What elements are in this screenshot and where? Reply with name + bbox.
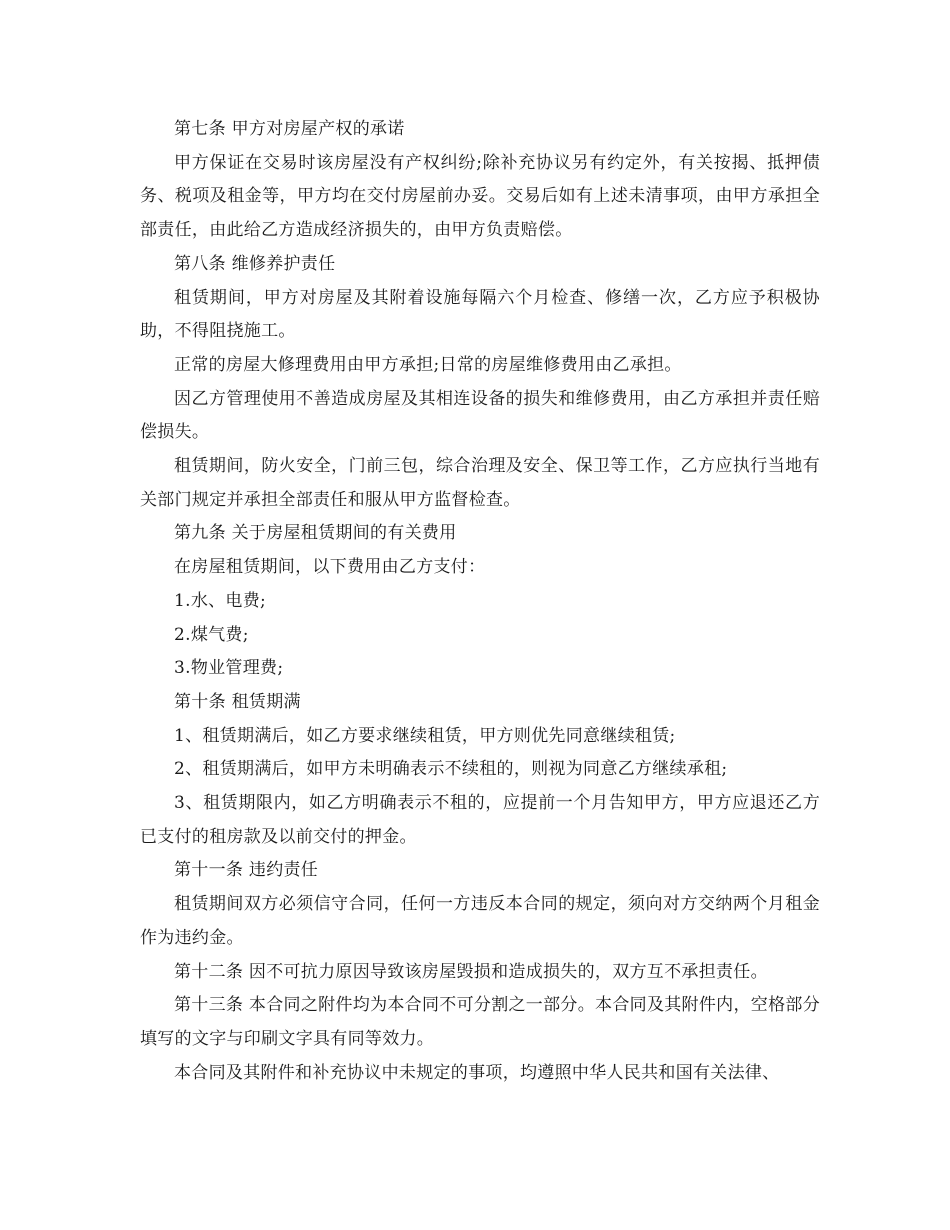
article-8-text-repair-costs: 正常的房屋大修理费用由甲方承担;日常的房屋维修费用由乙承担。: [174, 354, 682, 375]
article-10-item-1: 1、租赁期满后，如乙方要求继续租赁，甲方则优先同意继续租赁;: [174, 725, 676, 746]
article-8-text-safety: 租赁期间，防火安全，门前三包，综合治理及安全、保卫等工作，乙方应执行当地有关部门规定并承担全部责任和服从甲方监督检查。: [140, 456, 820, 510]
article-9-heading: 第九条 关于房屋租赁期间的有关费用: [174, 523, 457, 544]
closing-text: 本合同及其附件和补充协议中未规定的事项，均遵照中华人民共和国有关法律、: [174, 1062, 780, 1083]
article-13-text: 第十三条 本合同之附件均为本合同不可分割之一部分。本合同及其附件内，空格部分填写的文字与印刷文字具有同等效力。: [140, 995, 820, 1049]
article-9-item-1: 1.水、电费;: [174, 590, 267, 611]
article-8-text-inspection: 租赁期间，甲方对房屋及其附着设施每隔六个月检查、修缮一次，乙方应予积极协助，不得阻挠施工。: [140, 287, 820, 342]
article-9-item-3: 3.物业管理费;: [174, 658, 284, 679]
article-9-intro: 在房屋租赁期间，以下费用由乙方支付：: [174, 557, 486, 578]
article-12-text: 第十二条 因不可抗力原因导致该房屋毁损和造成损失的，双方互不承担责任。: [174, 961, 768, 982]
article-11-heading: 第十一条 违约责任: [174, 860, 319, 881]
article-10-heading: 第十条 租赁期满: [174, 691, 301, 712]
article-8-heading: 第八条 维修养护责任: [174, 253, 336, 274]
article-7-heading: 第七条 甲方对房屋产权的承诺: [174, 119, 405, 139]
document-body: [140, 113, 820, 1090]
article-11-text: 租赁期间双方必须信守合同，任何一方违反本合同的规定，须向对方交纳两个月租金作为违约金。: [140, 894, 820, 948]
article-7-text: 甲方保证在交易时该房屋没有产权纠纷;除补充协议另有约定外，有关按揭、抵押债务、税项及租金等，甲方均在交付房屋前办妥。交易后如有上述未清事项，由甲方承担全部责任，由此给乙方造成经济损失的，由甲方负责赔偿。: [140, 152, 820, 241]
article-10-item-3: 3、租赁期限内，如乙方明确表示不租的，应提前一个月告知甲方，甲方应退还乙方已支付的租房款及以前交付的押金。: [140, 793, 820, 847]
article-10-item-2: 2、租赁期满后，如甲方未明确表示不续租的，则视为同意乙方继续承租;: [174, 759, 728, 780]
article-8-text-damage: 因乙方管理使用不善造成房屋及其相连设备的损失和维修费用，由乙方承担并责任赔偿损失。: [140, 388, 820, 443]
article-9-item-2: 2.煤气费;: [174, 624, 249, 645]
